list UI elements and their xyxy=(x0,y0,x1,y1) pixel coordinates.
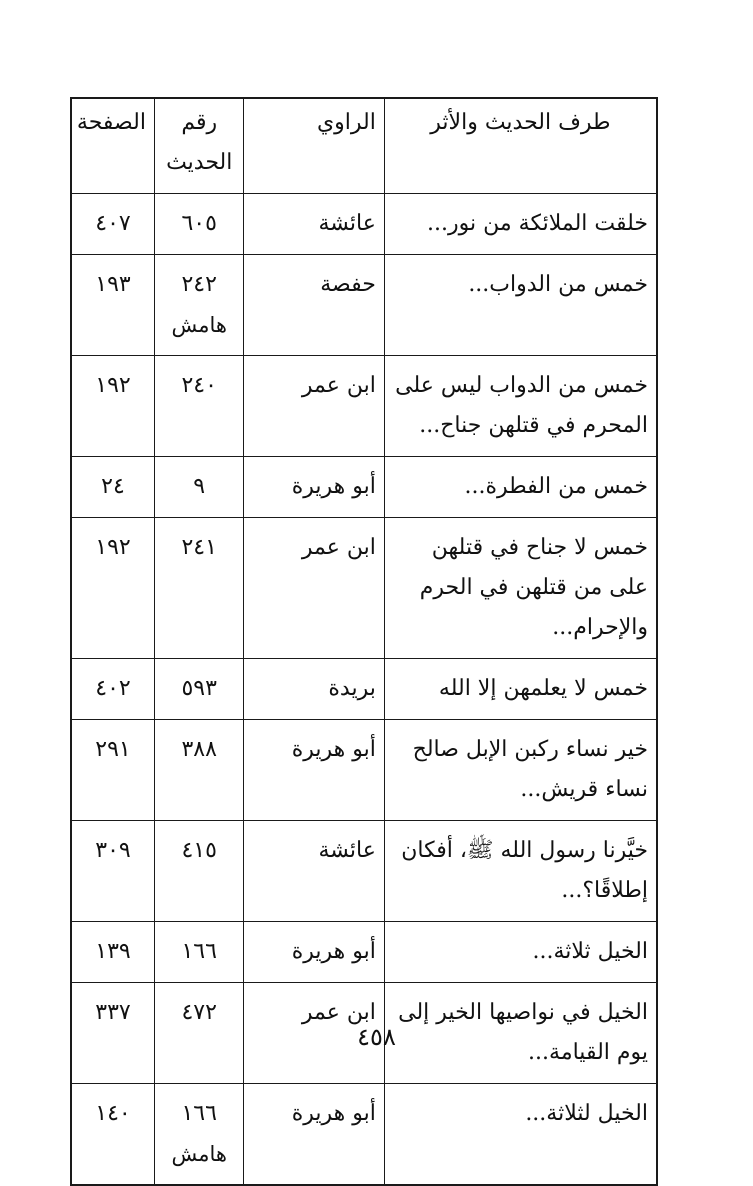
page-reference: ١٣٩ xyxy=(71,922,154,983)
header-row xyxy=(71,98,657,194)
hadith-text: خمس من الدواب ليس على المحرم في قتلهن جناح... xyxy=(384,356,657,457)
hadith-text: الخيل ثلاثة... xyxy=(384,922,657,983)
table-row xyxy=(71,356,657,457)
narrator: حفصة xyxy=(244,255,384,356)
hadith-text: خمس من الفطرة... xyxy=(384,457,657,518)
page-reference: ٣٠٩ xyxy=(71,821,154,922)
table-row xyxy=(71,518,657,659)
hadith-number: ٣٨٨ xyxy=(181,737,217,762)
hadith-number: ٢٤٢ xyxy=(181,272,217,297)
hadith-number: ٩ xyxy=(193,474,206,499)
page-reference: ٢٤ xyxy=(71,457,154,518)
hadith-number-cell xyxy=(154,922,244,983)
table-row xyxy=(71,194,657,255)
narrator: أبو هريرة xyxy=(244,457,384,518)
hadith-number: ٤٧٢ xyxy=(181,1000,217,1025)
narrator: بريدة xyxy=(244,659,384,720)
hadith-text: خمس لا جناح في قتلهن على من قتلهن في الحرم والإحرام... xyxy=(384,518,657,659)
table-row xyxy=(71,457,657,518)
hadith-number-cell xyxy=(154,457,244,518)
hadith-text: خمس من الدواب... xyxy=(384,255,657,356)
hadith-text: خلقت الملائكة من نور... xyxy=(384,194,657,255)
hadith-number: ٥٩٣ xyxy=(181,676,217,701)
page-reference: ١٩٣ xyxy=(71,255,154,356)
header-hadith-number: رقم الحديث xyxy=(154,98,244,194)
hadith-number: ٦٠٥ xyxy=(181,211,217,236)
header-page: الصفحة xyxy=(71,98,154,194)
page-number: ٤٥٨ xyxy=(357,1023,396,1051)
hadith-text: خمس لا يعلمهن إلا الله xyxy=(384,659,657,720)
hadith-number-cell xyxy=(154,255,244,356)
hadith-number-cell xyxy=(154,1084,244,1186)
hadith-number-cell xyxy=(154,720,244,821)
page-reference: ١٤٠ xyxy=(71,1084,154,1186)
narrator: أبو هريرة xyxy=(244,720,384,821)
narrator: عائشة xyxy=(244,194,384,255)
table-row xyxy=(71,1084,657,1186)
page-reference: ٣٣٧ xyxy=(71,983,154,1084)
footnote-label: هامش xyxy=(171,313,227,337)
page-reference: ١٩٢ xyxy=(71,518,154,659)
page-reference: ٢٩١ xyxy=(71,720,154,821)
table-row xyxy=(71,255,657,356)
hadith-number-cell xyxy=(154,518,244,659)
table-row xyxy=(71,821,657,922)
narrator: عائشة xyxy=(244,821,384,922)
page-reference: ١٩٢ xyxy=(71,356,154,457)
narrator: أبو هريرة xyxy=(244,1084,384,1186)
page-reference: ٤٠٧ xyxy=(71,194,154,255)
table-row xyxy=(71,720,657,821)
hadith-number: ٢٤١ xyxy=(181,535,217,560)
header-narrator: الراوي xyxy=(244,98,384,194)
hadith-text: الخيل لثلاثة... xyxy=(384,1084,657,1186)
hadith-number: ٤١٥ xyxy=(181,838,217,863)
hadith-number-cell xyxy=(154,659,244,720)
narrator: ابن عمر xyxy=(244,983,384,1084)
hadith-text: خير نساء ركبن الإبل صالح نساء قريش... xyxy=(384,720,657,821)
footnote-label: هامش xyxy=(171,1142,227,1166)
table-row xyxy=(71,659,657,720)
hadith-number: ١٦٦ xyxy=(181,939,217,964)
hadith-number-cell xyxy=(154,356,244,457)
hadith-number: ٢٤٠ xyxy=(181,373,217,398)
narrator: ابن عمر xyxy=(244,518,384,659)
narrator: ابن عمر xyxy=(244,356,384,457)
hadith-number-cell xyxy=(154,194,244,255)
hadith-number-cell xyxy=(154,821,244,922)
table-row xyxy=(71,922,657,983)
hadith-text: الخيل في نواصيها الخير إلى يوم القيامة... xyxy=(384,983,657,1084)
hadith-number: ١٦٦ xyxy=(181,1101,217,1126)
page-reference: ٤٠٢ xyxy=(71,659,154,720)
narrator: أبو هريرة xyxy=(244,922,384,983)
header-hadith-text: طرف الحديث والأثر xyxy=(384,98,657,194)
table-header xyxy=(71,98,657,194)
hadith-text: خيَّرنا رسول الله ﷺ، أفكان إطلاقًا؟... xyxy=(384,821,657,922)
